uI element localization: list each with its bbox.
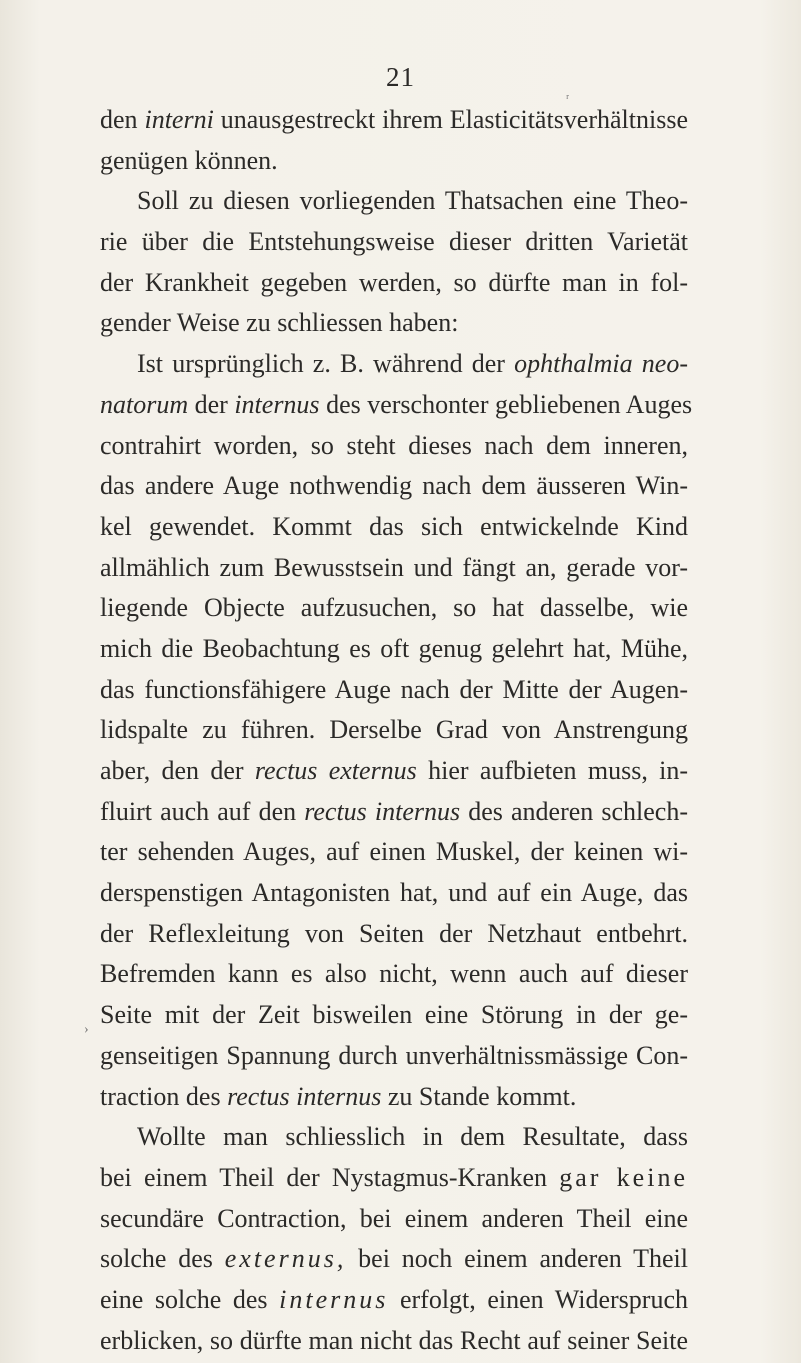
text-line — [100, 1239, 688, 1280]
text-segment: das andere Auge nothwendig nach dem äusseren Win- — [100, 471, 688, 501]
emphasized-term: internus — [279, 1284, 389, 1314]
text-segment: Befremden kann es also nicht, wenn auch auf dieser — [100, 959, 688, 989]
text-segment: allmählich zum Bewusstsein und fängt an, gerade vor- — [100, 552, 688, 582]
text-segment: Seite mit der Zeit bisweilen eine Störung in der ge- — [100, 1000, 688, 1030]
text-line — [100, 629, 688, 670]
text-line — [100, 222, 688, 263]
text-line — [100, 344, 688, 385]
text-segment: genseitigen Spannung durch unverhältnissmässige Con- — [100, 1040, 688, 1070]
emphasized-term: interni — [144, 105, 214, 134]
text-segment: lidspalte zu führen. Derselbe Grad von Anstrengung — [100, 715, 688, 745]
text-line — [100, 954, 688, 995]
emphasized-term: gar keine — [559, 1162, 688, 1192]
emphasized-term: natorum — [100, 389, 189, 419]
text-line — [100, 548, 688, 589]
text-line — [100, 1117, 688, 1158]
text-line — [100, 914, 688, 955]
text-line — [100, 1036, 688, 1077]
text-segment: solche des — [100, 1244, 225, 1274]
text-line — [100, 141, 688, 182]
text-segment: fluirt auch auf den — [100, 796, 305, 826]
paper-speck: ʳ — [566, 92, 570, 107]
text-segment: der Reflexleitung von Seiten der Netzhaut entbehrt. — [100, 918, 688, 948]
text-segment: das functionsfähigere Auge nach der Mitte der Augen- — [100, 674, 688, 704]
text-segment: zu Stande kommt. — [381, 1081, 577, 1111]
text-segment: Soll zu diesen vorliegenden Thatsachen eine Theo- — [137, 186, 688, 216]
text-line — [100, 1199, 688, 1240]
text-segment: Ist ursprünglich z. B. während der — [137, 349, 515, 379]
text-line — [100, 751, 688, 792]
text-segment: des verschonter gebliebenen Auges — [319, 389, 693, 419]
text-segment: rie über die Entstehungsweise dieser dritten Varietät — [100, 227, 688, 257]
text-segment: gender Weise zu schliessen haben: — [100, 308, 459, 338]
text-line — [100, 1158, 688, 1199]
text-segment: mich die Beobachtung es oft genug gelehrt hat, Mühe, — [100, 633, 688, 663]
text-line — [100, 588, 688, 629]
text-segment: des anderen schlech- — [460, 796, 688, 826]
text-line — [100, 100, 688, 141]
text-line — [100, 1077, 688, 1118]
emphasized-term: ophthalmia neo- — [514, 349, 688, 379]
text-line — [100, 303, 688, 344]
text-line — [100, 710, 688, 751]
text-segment: hier aufbieten muss, in- — [416, 756, 689, 785]
text-segment: unausgestreckt ihrem Elasticitätsverhältnisse — [213, 105, 688, 134]
emphasized-term: internus — [234, 389, 320, 419]
text-line — [100, 670, 688, 711]
text-segment: secundäre Contraction, bei einem anderen Theil eine — [100, 1203, 688, 1233]
text-segment: genügen können. — [100, 145, 278, 175]
body-text — [100, 100, 693, 1361]
emphasized-term: rectus internus — [304, 796, 461, 826]
text-line — [100, 181, 688, 222]
text-segment: Wollte man schliesslich in dem Resultate, dass — [137, 1122, 688, 1152]
text-segment: bei einem Theil der Nystagmus-Kranken — [100, 1162, 560, 1192]
text-segment: erfolgt, einen Widerspruch — [388, 1284, 688, 1314]
text-segment: derspenstigen Antagonisten hat, und auf ein Auge, das — [100, 878, 688, 908]
text-segment: traction des — [100, 1081, 228, 1111]
text-segment: contrahirt worden, so steht dieses nach dem inneren, — [100, 430, 688, 460]
text-segment: erblicken, so dürfte man nicht das Recht auf seiner Seite — [100, 1325, 688, 1355]
text-line — [100, 507, 688, 548]
text-segment: bei noch einem anderen Theil — [346, 1244, 688, 1274]
text-segment: eine solche des — [100, 1284, 280, 1314]
text-segment: aber, den der — [100, 756, 255, 785]
text-segment: liegende Objecte aufzusuchen, so hat dasselbe, wie — [100, 593, 688, 623]
text-line — [100, 1321, 688, 1362]
text-line — [100, 263, 688, 304]
text-line — [100, 873, 688, 914]
text-segment: der Krankheit gegeben werden, so dürfte man in fol- — [100, 267, 688, 297]
text-line — [100, 792, 688, 833]
emphasized-term: externus, — [224, 1244, 347, 1274]
text-line — [100, 832, 688, 873]
text-line — [100, 995, 688, 1036]
text-segment: ter sehenden Auges, auf einen Muskel, der keinen wi- — [100, 837, 688, 867]
text-segment: den — [100, 105, 145, 134]
emphasized-term: rectus internus — [227, 1081, 382, 1111]
text-segment: der — [188, 389, 235, 419]
emphasized-term: rectus externus — [254, 756, 417, 785]
text-line — [100, 426, 688, 467]
text-line — [100, 385, 693, 426]
paper-speck: › — [84, 1022, 89, 1037]
text-line — [100, 466, 688, 507]
text-segment: kel gewendet. Kommt das sich entwickelnde Kind — [100, 511, 688, 541]
text-line — [100, 1280, 688, 1321]
page-number: 21 — [386, 62, 415, 92]
